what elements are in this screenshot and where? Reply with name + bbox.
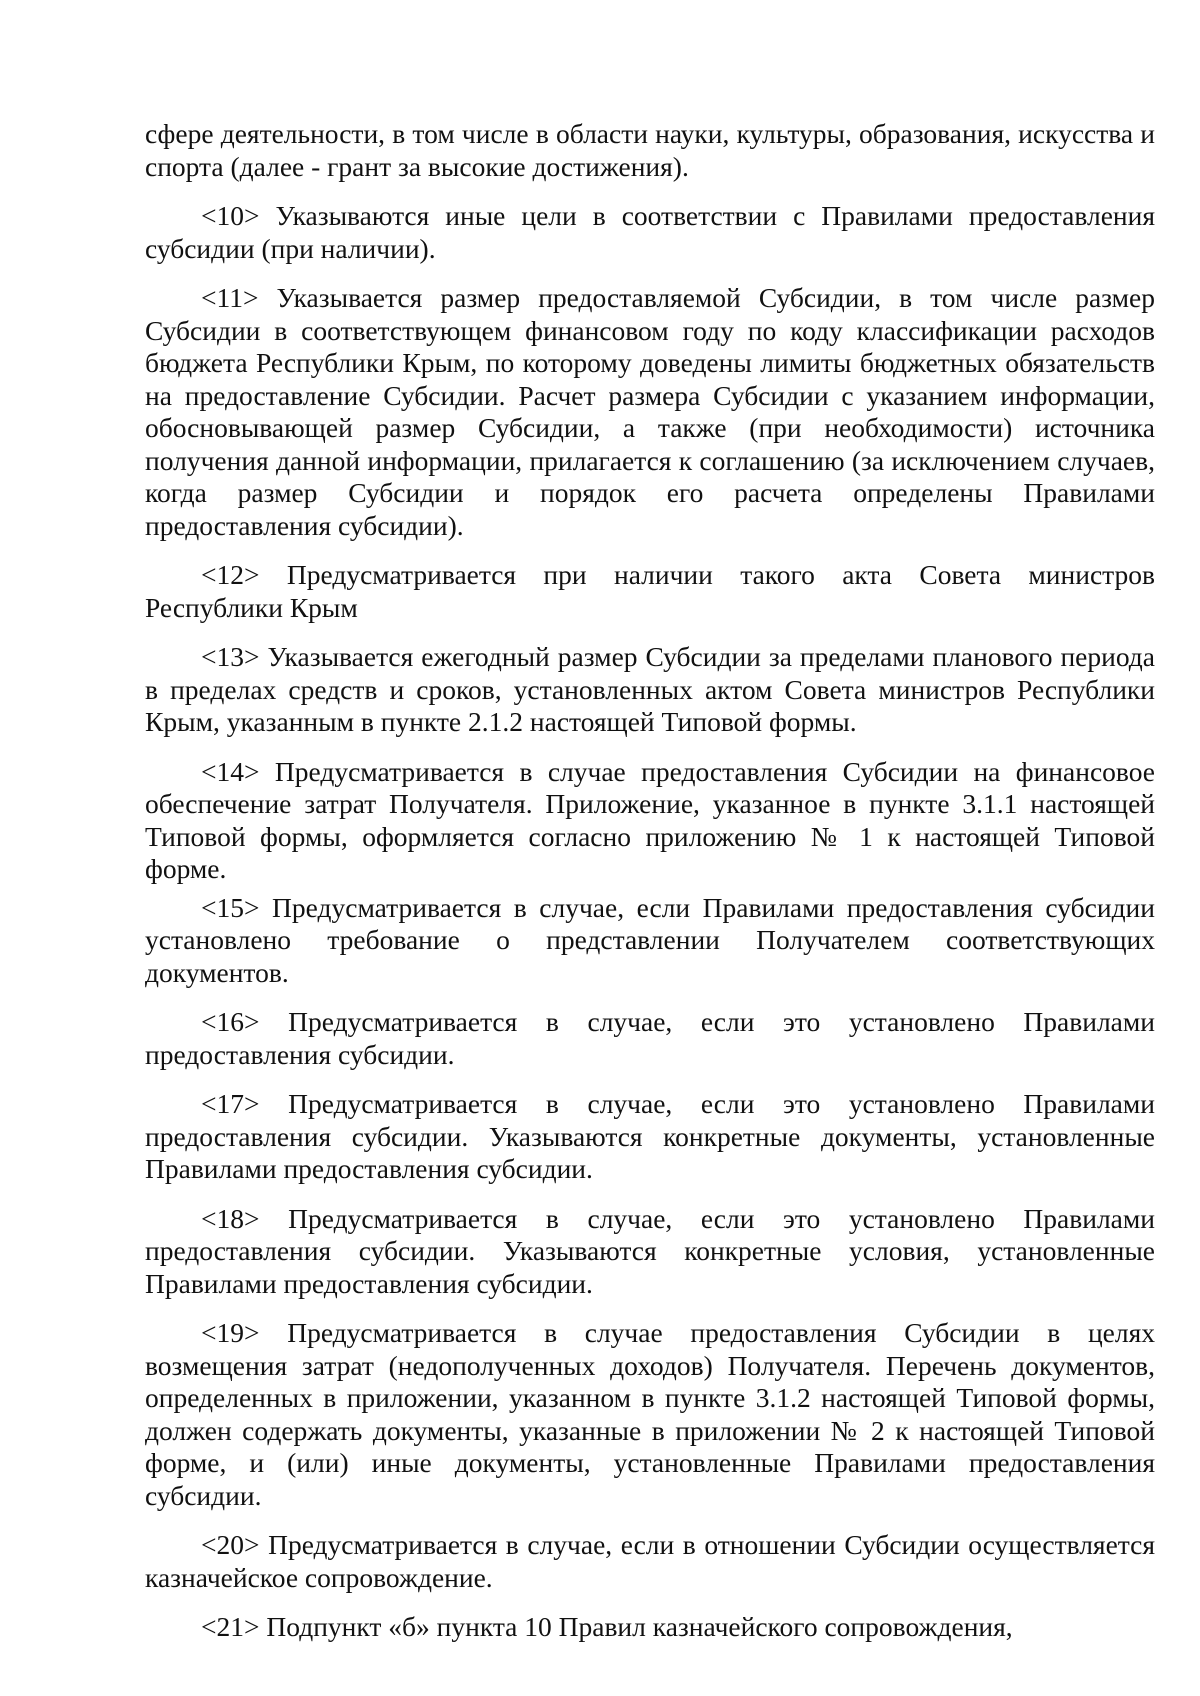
footnote-10: <10> Указываются иные цели в соответствии с Правилами предоставления субсидии (при наличии).: [145, 200, 1155, 264]
footnote-19: <19> Предусматривается в случае предоставления Субсидии в целях возмещения затрат (недополученных доходов) Получателя. Перечень документов, определенных в приложении, указанном в пункте 3.1.2 настоящей Типовой формы, должен содержать документы, указанные в приложении № 2 к настоящей Типовой форме, и (или) иные документы, установленные Правилами предоставления субсидии.: [145, 1317, 1155, 1511]
footnote-12: <12> Предусматривается при наличии такого акта Совета министров Республики Крым: [145, 559, 1155, 623]
footnote-11: <11> Указывается размер предоставляемой Субсидии, в том числе размер Субсидии в соответствующем финансовом году по коду классификации расходов бюджета Республики Крым, по которому доведены лимиты бюджетных обязательств на предоставление Субсидии. Расчет размера Субсидии с указанием информации, обосновывающей размер Субсидии, а также (при необходимости) источника получения данной информации, прилагается к соглашению (за исключением случаев, когда размер Субсидии и порядок его расчета определены Правилами предоставления субсидии).: [145, 282, 1155, 541]
footnote-13: <13> Указывается ежегодный размер Субсидии за пределами планового периода в пределах средств и сроков, установленных актом Совета министров Республики Крым, указанным в пункте 2.1.2 настоящей Типовой формы.: [145, 641, 1155, 737]
document-page: [145, 118, 1155, 1644]
footnote-17: <17> Предусматривается в случае, если это установлено Правилами предоставления субсидии. Указываются конкретные документы, установленные Правилами предоставления субсидии.: [145, 1088, 1155, 1184]
footnote-21: <21> Подпункт «б» пункта 10 Правил казначейского сопровождения,: [201, 1611, 1013, 1642]
footnote-14: <14> Предусматривается в случае предоставления Субсидии на финансовое обеспечение затрат Получателя. Приложение, указанное в пункте 3.1.1 настоящей Типовой формы, оформляется согласно приложению № 1 к настоящей Типовой форме.: [145, 755, 1155, 884]
footnote-20: <20> Предусматривается в случае, если в отношении Субсидии осуществляется казначейское сопровождение.: [145, 1529, 1155, 1593]
paragraph-intro: сфере деятельности, в том числе в области науки, культуры, образования, искусства и спорта (далее - грант за высокие достижения).: [145, 118, 1155, 182]
footnote-16: <16> Предусматривается в случае, если это установлено Правилами предоставления субсидии.: [145, 1006, 1155, 1070]
footnote-18: <18> Предусматривается в случае, если это установлено Правилами предоставления субсидии. Указываются конкретные условия, установленные Правилами предоставления субсидии.: [145, 1202, 1155, 1299]
footnote-15: <15> Предусматривается в случае, если Правилами предоставления субсидии установлено требование о представлении Получателем соответствующих документов.: [145, 891, 1155, 988]
